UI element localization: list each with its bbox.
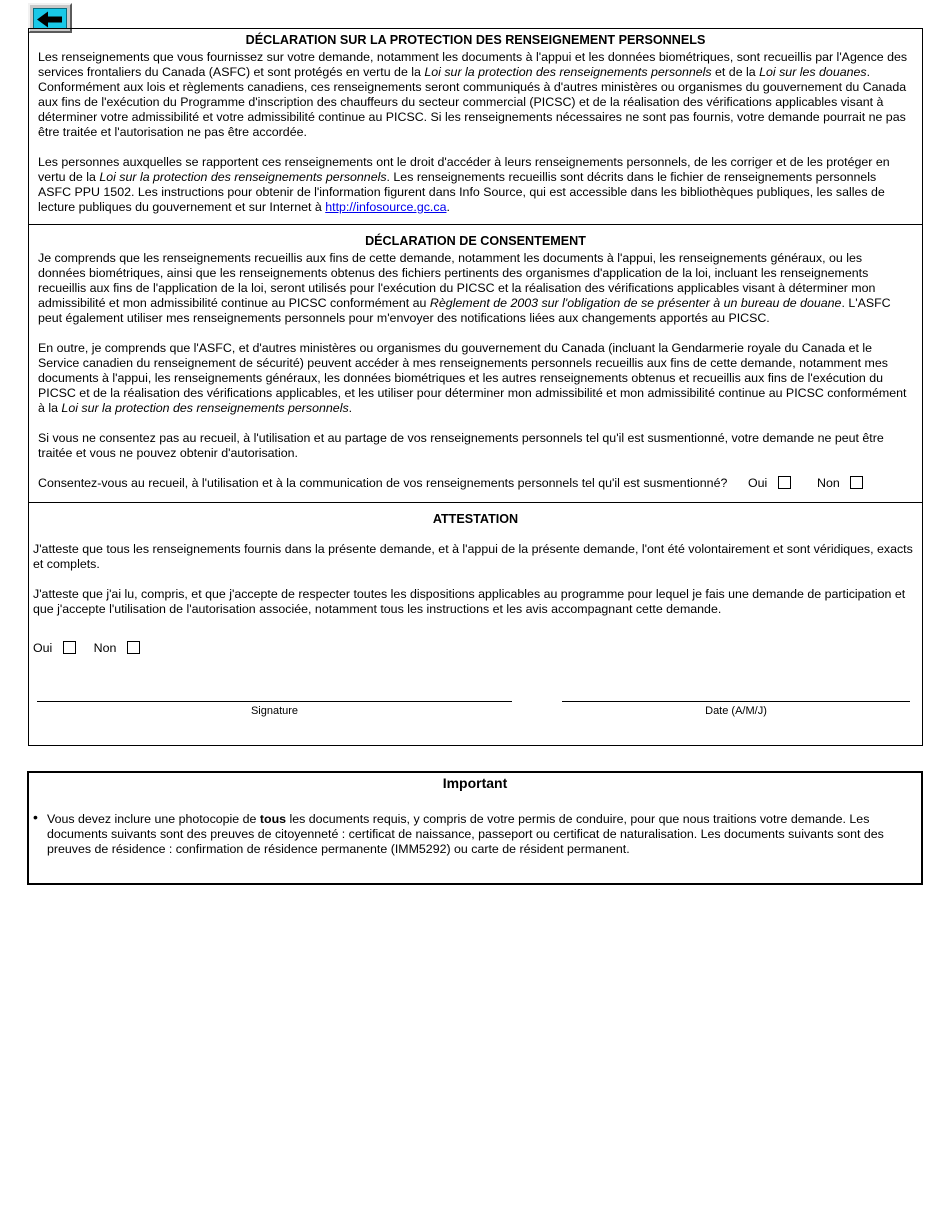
attestation-paragraph-1: J'atteste que tous les renseignements fournis dans la présente demande, et à l'appui de la présente demande, l'ont été volontairement et sont véridiques, exacts et complets. (33, 542, 913, 571)
arrow-left-icon (34, 9, 68, 30)
privacy-paragraph-2: Les personnes auxquelles se rapportent ces renseignements ont le droit d'accéder à leurs renseignements personnels, de les corriger et de les protéger en vertu de la Loi sur la protection des renseignements personnels. Les renseignements recueillis sont décrits dans le fichier de renseignements personnels ASFC PPU 1502. Les instructions pour obtenir de l'information figurent dans Info Source, qui est accessible dans les bibliothèques publiques, les salles de lecture publiques du gouvernement et sur Internet à http://infosource.gc.ca. (38, 155, 890, 214)
attestation-paragraph-2: J'atteste que j'ai lu, compris, et que j'accepte de respecter toutes les dispositions applicables au programme pour lequel je fais une demande de participation et que j'accepte l'utilisation de l'autorisation associée, notamment tous les instructions et les avis accompagnant cette demande. (33, 587, 906, 616)
important-notice (27, 771, 923, 885)
consent-no-label: Non (817, 476, 840, 490)
signature-label: Signature (250, 705, 299, 717)
consent-no-checkbox[interactable] (850, 476, 863, 489)
privacy-body (29, 50, 922, 215)
privacy-title: DÉCLARATION SUR LA PROTECTION DES RENSEIGNEMENT PERSONNELS (245, 33, 706, 47)
consent-question: Consentez-vous au recueil, à l'utilisation et à la communication de vos renseignements personnels tel qu'il est susmentionné? (38, 476, 728, 490)
attestation-no-label: Non (93, 641, 117, 655)
consent-question-row (29, 476, 922, 491)
consent-yes-option (748, 476, 791, 491)
attestation-yes-no (33, 641, 140, 656)
consent-body (29, 251, 922, 476)
back-button-face (33, 8, 67, 29)
important-text: Vous devez inclure une photocopie de tous les documents requis, y compris de votre permis de conduire, pour que nous traitions votre demande. Les documents suivants sont des preuves de citoyenneté : certificat de naissance, passeport ou certificat de naturalisation. Les documents suivants sont des preuves de résidence : confirmation de résidence permanente (IMM5292) ou carte de résident permanent. (47, 812, 884, 856)
consent-no-option (817, 476, 863, 491)
signature-field[interactable] (37, 701, 512, 702)
consent-paragraph-3: Si vous ne consentez pas au recueil, à l'utilisation et au partage de vos renseignements personnels tel qu'il est susmentionné, votre demande ne peut être traitée et vous ne pouvez obtenir d'autorisation. (38, 431, 884, 460)
consent-yes-checkbox[interactable] (778, 476, 791, 489)
consent-section (29, 225, 922, 503)
bullet-icon: • (33, 809, 38, 825)
declaration-form (28, 28, 923, 746)
important-title: Important (442, 775, 508, 791)
attestation-section (29, 503, 922, 745)
consent-paragraph-1: Je comprends que les renseignements recueillis aux fins de cette demande, notamment les documents à l'appui, les renseignements généraux, ou les données biométriques, ainsi que les renseignements obtenus des fichiers pertinents des organismes d'application de la loi, incluant les renseignements recueillis aux fins de l'application de la loi, seront utilisés pour l'exécution du PICSC et la réalisation des vérifications applicables visant à déterminer mon admissibilité et mon admissibilité continue au PICSC conformément au Règlement de 2003 sur l'obligation de se présenter à un bureau de douane. L'ASFC peut également utiliser mes renseignements personnels pour m'envoyer des notifications liées aux changements apportés au PICSC. (38, 251, 891, 325)
privacy-section (29, 29, 922, 225)
date-label: Date (A/M/J) (705, 705, 767, 717)
consent-title: DÉCLARATION DE CONSENTEMENT (365, 234, 586, 248)
infosource-link[interactable]: http://infosource.gc.ca (325, 200, 447, 214)
consent-yes-label: Oui (748, 476, 768, 490)
attestation-no-checkbox[interactable] (127, 641, 140, 654)
date-field[interactable] (562, 701, 910, 702)
attestation-yes-label: Oui (33, 641, 53, 655)
attestation-title: ATTESTATION (432, 512, 519, 526)
attestation-yes-checkbox[interactable] (63, 641, 76, 654)
privacy-paragraph-1: Les renseignements que vous fournissez sur votre demande, notamment les documents à l'appui et les données biométriques, sont recueillis par l'Agence des services frontaliers du Canada (ASFC) et sont protégés en vertu de la Loi sur la protection des renseignements personnels et de la Loi sur les douanes. Conformément aux lois et règlements canadiens, ces renseignements seront communiqués à d'autres ministères ou organismes du gouvernement du Canada aux fins de l'exécution du Programme d'inscription des chauffeurs du secteur commercial (PICSC) et de la réalisation des vérifications applicables visant à déterminer votre admissibilité et votre admissibilité continue au PICSC. Si les renseignements nécessaires ne sont pas fournis, votre demande pourrait ne pas être traitée et l'autorisation ne pas être accordée. (38, 50, 908, 139)
consent-paragraph-2: En outre, je comprends que l'ASFC, et d'autres ministères ou organismes du gouvernement du Canada (incluant la Gendarmerie royale du Canada et le Service canadien du renseignement de sécurité) peuvent accéder à mes renseignements personnels recueillis aux fins de cette demande, notamment mes documents à l'appui, les renseignements généraux, les données biométriques et les autres renseignements obtenus et recueillis aux fins de l'exécution du PICSC et de la réalisation des vérifications applicables, et les utiliser pour déterminer mon admissibilité et mon admissibilité continue au PICSC conformément à la Loi sur la protection des renseignements personnels. (38, 341, 907, 415)
attestation-body (29, 542, 922, 617)
